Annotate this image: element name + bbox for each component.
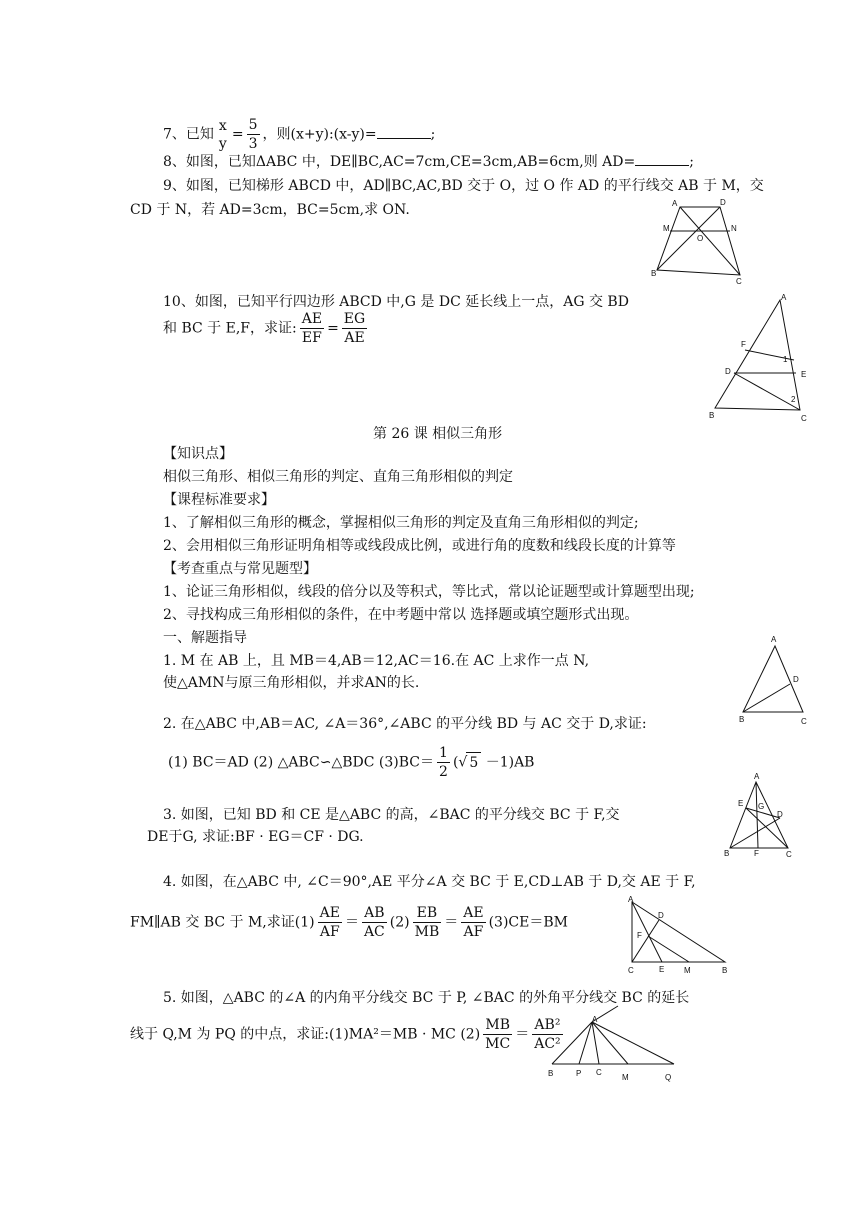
fraction-mb-over-mc: $\frac{MB}{MC}$ bbox=[485, 1017, 511, 1052]
question-9-line-2: CD 于 N，若 AD=3cm，BC=5cm,求 ON. bbox=[130, 202, 410, 218]
focus-item-1: 1、论证三角形相似，线段的倍分以及等积式，等比式，常以论证题型或计算题型出现; bbox=[163, 584, 695, 600]
fraction-ab2-over-ac2: $\frac{\text{AB²}}{\text{AC²}}$ bbox=[534, 1017, 561, 1052]
p2-close: －1)AB bbox=[481, 754, 535, 771]
label-C: C bbox=[786, 850, 792, 859]
q10-equals: = bbox=[327, 320, 339, 337]
figure-triangle-10 bbox=[705, 290, 815, 425]
p5-prefix: 线于 Q,M 为 PQ 的中点，求证:(1)MA²＝MB · MC (2) bbox=[130, 1026, 481, 1043]
fraction-5-over-3: $\frac{5}{3}$ bbox=[248, 117, 258, 152]
label-A: A bbox=[672, 199, 678, 208]
problem-3-line-2: DE于G, 求证:BF · EG＝CF · DG. bbox=[147, 829, 364, 845]
label-E: E bbox=[738, 799, 744, 808]
label-C: C bbox=[596, 1068, 602, 1077]
label-F: F bbox=[741, 340, 746, 349]
q7-equals: = bbox=[231, 126, 244, 143]
label-E: E bbox=[659, 965, 665, 974]
p4-equals-1: ＝ bbox=[344, 914, 359, 931]
question-7 bbox=[163, 116, 435, 153]
label-A: A bbox=[592, 1015, 598, 1024]
label-D: D bbox=[658, 911, 664, 920]
problem-1-line-2: 使△AMN与原三角形相似，并求AN的长. bbox=[163, 675, 420, 691]
label-D: D bbox=[725, 367, 731, 376]
problem-3-line-1: 3. 如图，已知 BD 和 CE 是△ABC 的高，∠BAC 的平分线交 BC 于 F,交 bbox=[163, 807, 620, 823]
label-A: A bbox=[754, 772, 760, 781]
question-8 bbox=[163, 152, 694, 172]
label-M: M bbox=[663, 224, 670, 233]
label-A: A bbox=[628, 895, 634, 904]
label-D: D bbox=[793, 675, 799, 684]
problem-5-line-1: 5. 如图，△ABC 的∠A 的内角平分线交 BC 于 P, ∠BAC 的外角平分线交 BC 的延长 bbox=[163, 990, 690, 1006]
label-C: C bbox=[736, 277, 742, 285]
label-F: F bbox=[637, 931, 642, 940]
fraction-eb-over-mb: $\frac{EB}{MB}$ bbox=[414, 905, 440, 940]
problem-4-line-2 bbox=[130, 904, 568, 941]
focus-item-2: 2、寻找构成三角形相似的条件，在中考题中常以 选择题或填空题形式出现。 bbox=[163, 607, 639, 623]
fraction-ab-over-ac: $\frac{AB}{AC}$ bbox=[363, 905, 385, 940]
label-D: D bbox=[777, 810, 783, 819]
q10-prefix: 和 BC 于 E,F，求证: bbox=[163, 320, 297, 337]
standard-item-2: 2、会用相似三角形证明角相等或线段成比例，或进行角的度数和线段长度的计算等 bbox=[163, 538, 676, 554]
fraction-eg-over-ae: $\frac{EG}{AE}$ bbox=[343, 311, 366, 346]
label-C: C bbox=[628, 966, 634, 975]
label-2: 2 bbox=[791, 395, 796, 404]
fraction-x-over-y: x y bbox=[218, 117, 227, 152]
label-B: B bbox=[651, 269, 657, 278]
label-N: N bbox=[731, 224, 737, 233]
label-B: B bbox=[548, 1069, 554, 1078]
focus-heading: 【考查重点与常见题型】 bbox=[163, 561, 317, 577]
standard-item-1: 1、了解相似三角形的概念，掌握相似三角形的判定及直角三角形相似的判定; bbox=[163, 515, 639, 531]
problem-2-line-2 bbox=[168, 744, 534, 781]
figure-triangle-1 bbox=[735, 632, 815, 732]
label-A: A bbox=[771, 635, 777, 644]
knowledge-body: 相似三角形、相似三角形的判定、直角三角形相似的判定 bbox=[163, 469, 513, 485]
fraction-ae-over-af: $\frac{AE}{AF}$ bbox=[319, 905, 340, 940]
lesson-title: 第 26 课 相似三角形 bbox=[373, 426, 503, 442]
q7-prefix: 7、已知 bbox=[163, 126, 214, 143]
sqrt-sign: √ bbox=[458, 754, 468, 771]
label-B: B bbox=[739, 715, 745, 724]
fraction-ae-over-af-2: $\frac{AE}{AF}$ bbox=[463, 905, 484, 940]
label-C: C bbox=[801, 414, 807, 423]
label-E: E bbox=[801, 370, 807, 379]
label-D: D bbox=[720, 198, 726, 207]
problem-4-line-1: 4. 如图，在△ABC 中, ∠C＝90°,AE 平分∠A 交 BC 于 E,CD⊥AB 于 D,交 AE 于 F, bbox=[163, 874, 696, 890]
label-B: B bbox=[724, 849, 730, 858]
label-F: F bbox=[754, 849, 759, 858]
fraction-ae-over-ef: $\frac{AE}{EF}$ bbox=[301, 311, 323, 346]
q7-tail: ; bbox=[430, 126, 436, 143]
problem-1-line-1: 1. M 在 AB 上，且 MB＝4,AB＝12,AC＝16.在 AC 上求作一点 N, bbox=[163, 653, 590, 669]
answer-blank bbox=[377, 126, 431, 139]
label-1: 1 bbox=[783, 355, 788, 364]
figure-triangle-5 bbox=[542, 1002, 692, 1088]
label-C: C bbox=[801, 717, 807, 726]
p4-prefix: FM∥AB 交 BC 于 M,求证(1) bbox=[130, 914, 315, 931]
knowledge-heading: 【知识点】 bbox=[163, 446, 233, 462]
p2-part1: (1) BC＝AD (2) △ABC∽△BDC (3)BC＝ bbox=[168, 754, 435, 771]
figure-triangle-4 bbox=[622, 892, 737, 978]
label-A: A bbox=[781, 293, 787, 302]
q8-tail: ; bbox=[689, 154, 694, 170]
problem-2-line-1: 2. 在△ABC 中,AB＝AC, ∠A＝36°,∠ABC 的平分线 BD 与 AC 交于 D,求证: bbox=[163, 716, 647, 732]
question-10-line-1: 10、如图，已知平行四边形 ABCD 中,G 是 DC 延长线上一点，AG 交 BD bbox=[163, 294, 629, 310]
fraction-one-half: $\frac{1}{2}$ bbox=[439, 745, 448, 780]
figure-triangle-3 bbox=[718, 770, 798, 862]
question-10-line-2 bbox=[163, 310, 370, 347]
q7-suffix: ，则(x+y):(x-y)= bbox=[262, 126, 377, 143]
figure-trapezoid bbox=[645, 195, 745, 285]
label-O: O bbox=[697, 234, 704, 243]
p5-equals: ＝ bbox=[515, 1026, 530, 1043]
p4-equals-2: ＝ bbox=[444, 914, 459, 931]
label-B: B bbox=[709, 411, 715, 420]
label-B: B bbox=[722, 966, 728, 975]
label-M: M bbox=[622, 1073, 629, 1082]
p2-open: ( bbox=[452, 754, 459, 771]
guide-heading: 一、解题指导 bbox=[163, 630, 247, 646]
standard-heading: 【课程标准要求】 bbox=[163, 492, 275, 508]
sqrt-radicand: 5 bbox=[466, 752, 481, 773]
label-G: G bbox=[758, 802, 765, 811]
label-Q: Q bbox=[665, 1073, 672, 1082]
label-M: M bbox=[684, 966, 691, 975]
problem-5-line-2 bbox=[130, 1016, 566, 1053]
answer-blank bbox=[635, 153, 689, 166]
question-9-line-1: 9、如图，已知梯形 ABCD 中，AD∥BC,AC,BD 交于 O，过 O 作 AD 的平行线交 AB 于 M，交 bbox=[163, 178, 764, 194]
p4-mid: (2) bbox=[389, 914, 410, 931]
p4-suffix: (3)CE＝BM bbox=[488, 914, 568, 931]
label-P: P bbox=[576, 1069, 582, 1078]
q8-text: 8、如图，已知ΔABC 中，DE∥BC,AC=7cm,CE=3cm,AB=6cm,则 AD= bbox=[163, 154, 636, 170]
